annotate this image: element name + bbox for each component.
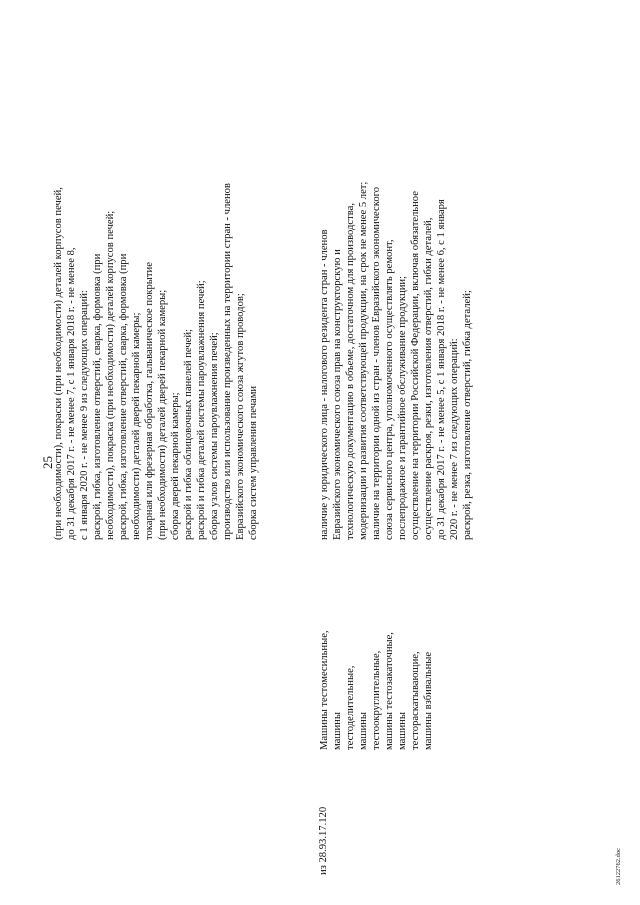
text-line: сборка узлов системы пароувлажнения печей; (209, 332, 220, 540)
product-name-line: машины (358, 712, 369, 750)
text-line: раскрой, резка, изготовление отверстий, гибка деталей; (462, 290, 473, 540)
text-line: наличие у юридического лица - налогового резидента стран - членов (319, 229, 330, 540)
product-name-line: тестоделительные, (345, 665, 356, 750)
page-number: 25 (40, 456, 55, 469)
product-name-line: машины (397, 712, 408, 750)
product-name-line: тестоокруглительные, (371, 650, 382, 750)
product-name-line: Машины тестомесильные, (319, 630, 330, 750)
text-line: Евразийского экономического союза жгутов проводов; (235, 293, 246, 540)
text-line: послепродажное и гарантийное обслуживание продукции; (397, 275, 408, 540)
text-line: токарная или фрезерная обработка, гальваническое покрытие (144, 262, 155, 540)
text-line: необходимости) деталей дверей пекарной камеры; (131, 312, 142, 540)
product-name-line: тестораскатывающие, (410, 651, 421, 750)
text-line: (при необходимости) деталей дверей пекарной камеры; (157, 289, 168, 540)
product-name-line: машины (332, 712, 343, 750)
text-line: союза сервисного центра, уполномоченного осуществлять ремонт, (384, 239, 395, 540)
text-line: раскрой, гибка, изготовление отверстий, сварка, формовка (при (118, 253, 129, 540)
text-line: 2020 г. - не менее 7 из следующих операций: (449, 338, 460, 540)
document-id: 26122762.doc (615, 847, 622, 885)
text-line: модернизации и развития соответствующей продукции, на срок не менее 5 лет; (358, 181, 369, 540)
text-line: сборка дверей пекарной камеры; (170, 392, 181, 540)
text-line: осуществление на территории Российской Федерации, включая обязательное (410, 191, 421, 540)
text-line: до 31 декабря 2017 г. - не менее 7, с 1 января 2018 г. - не менее 8, (66, 247, 77, 540)
text-line: осуществление раскроя, резки, изготовления отверстий, гибки деталей, (423, 217, 434, 540)
text-line: сборка систем управления печами (248, 385, 259, 540)
product-name-line: машины тестозакаточные, (384, 632, 395, 750)
product-name (318, 590, 435, 750)
text-line: (при необходимости), покраски (при необходимости) деталей корпусов печей, (53, 187, 64, 540)
text-line: необходимости), покраска (при необходимости) деталей корпусов печей; (105, 210, 116, 540)
text-line: наличие на территории одной из стран - членов Евразийского экономического (371, 186, 382, 540)
text-line: раскрой и гибка облицовочных панелей печей; (183, 329, 194, 540)
product-code: из 28.93.17.120 (318, 806, 329, 875)
text-line: раскрой, гибка, изготовление отверстий, сварка, формовка (при (92, 253, 103, 540)
product-name-line: машины взбивальные (423, 651, 434, 750)
text-line: с 1 января 2020 г. - не менее 9 из следующих операций: (79, 290, 90, 540)
text-line: производство или использование произведенных на территории стран - членов (222, 183, 233, 540)
text-line: до 31 декабря 2017 г. - не менее 5, с 1 января 2018 г. - не менее 6, с 1 января (436, 199, 447, 540)
text-line: технологическую документацию в объеме, достаточном для производства, (345, 203, 356, 540)
text-line: раскрой и гибка деталей системы пароувлажнения печей; (196, 280, 207, 540)
text-line: Евразийского экономического союза прав на конструкторскую и (332, 249, 343, 540)
